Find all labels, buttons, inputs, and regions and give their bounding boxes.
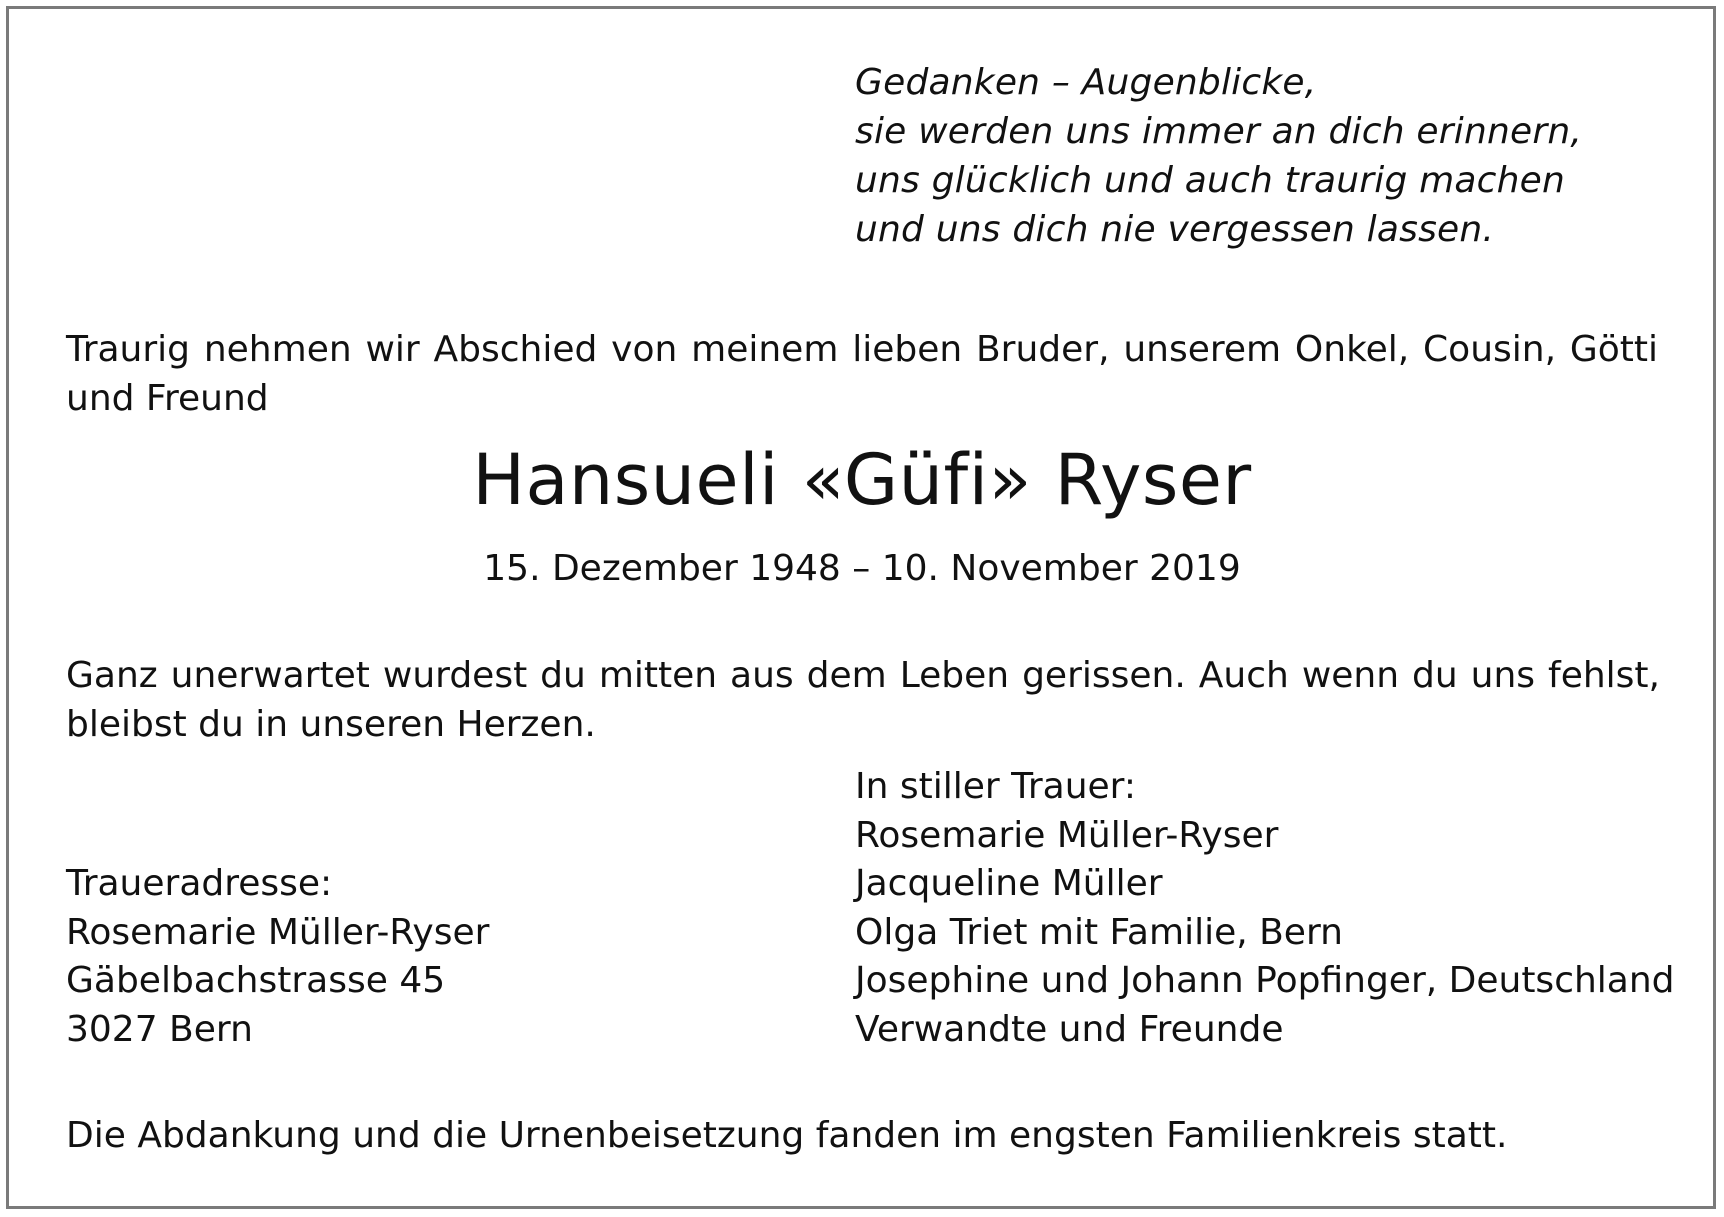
poem-line: sie werden uns immer an dich erinnern,: [855, 111, 1582, 152]
address-heading: Traueradresse:: [66, 863, 333, 904]
mourning-address: [66, 860, 489, 1054]
intro-text: Traurig nehmen wir Abschied von meinem lieben Bruder, unserem Onkel, Cousin, Götti und Freund: [66, 329, 1658, 419]
deceased-name: Hansueli «Güfi» Ryser: [472, 439, 1252, 521]
life-dates: 15. Dezember 1948 – 10. November 2019: [483, 548, 1241, 589]
mourners-heading: In stiller Trauer:: [855, 766, 1136, 807]
mourners-list: [855, 763, 1675, 1054]
poem-line: Gedanken – Augenblicke,: [855, 62, 1317, 103]
mourner-name: Rosemarie Müller-Ryser: [855, 814, 1279, 856]
mourner-name: Josephine und Johann Popfinger, Deutschland: [855, 960, 1675, 1001]
poem-line: und uns dich nie vergessen lassen.: [855, 209, 1495, 250]
closing-text: Die Abdankung und die Urnenbeisetzung fanden im engsten Familienkreis statt.: [66, 1115, 1508, 1156]
poem-line: uns glücklich und auch traurig machen: [855, 160, 1566, 201]
mourner-name: Verwandte und Freunde: [855, 1008, 1284, 1050]
mourner-name: Jacqueline Müller: [855, 863, 1163, 904]
address-street: Gäbelbachstrasse 45: [66, 960, 446, 1001]
message-text: Ganz unerwartet wurdest du mitten aus dem Leben gerissen. Auch wenn du uns fehlst, bleibst du in unseren Herzen.: [66, 655, 1660, 745]
poem: [855, 58, 1582, 254]
address-city: 3027 Bern: [66, 1008, 253, 1050]
mourner-name: Olga Triet mit Familie, Bern: [855, 911, 1343, 953]
address-name: Rosemarie Müller-Ryser: [66, 911, 490, 953]
